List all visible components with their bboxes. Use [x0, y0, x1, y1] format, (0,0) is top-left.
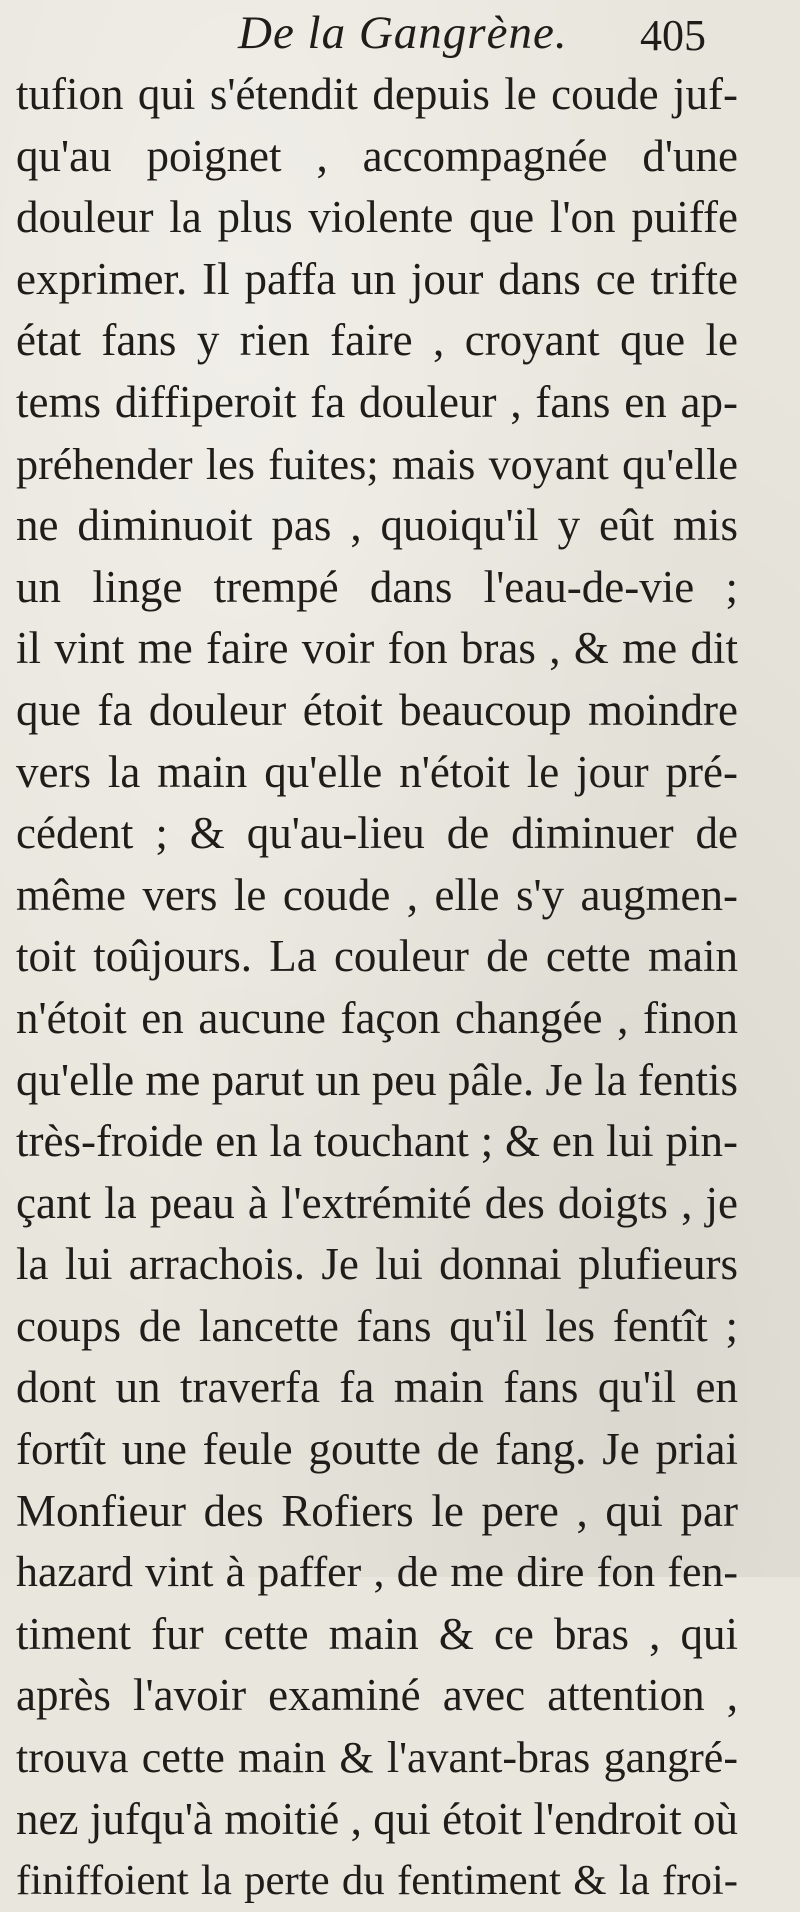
text-line: que fa douleur étoit beaucoup moindre [16, 684, 738, 735]
text-line: très-froide en la touchant ; & en lui pin- [16, 1116, 738, 1167]
text-line: vers la main qu'elle n'étoit le jour pré- [16, 746, 738, 797]
text-line: n'étoit en aucune façon changée , finon [16, 992, 738, 1043]
text-line: tems diffiperoit fa douleur , fans en ap- [16, 376, 738, 427]
text-line: après l'avoir examiné avec attention , [16, 1670, 738, 1721]
text-line: nez jufqu'à moitié , qui étoit l'endroit où [16, 1793, 738, 1844]
text-line: qu'elle me parut un peu pâle. Je la fentis [16, 1054, 738, 1105]
text-line: douleur la plus violente que l'on puiffe [16, 192, 738, 243]
text-line: fortît une feule goutte de fang. Je priai [16, 1424, 738, 1475]
text-line: qu'au poignet , accompagnée d'une [16, 130, 738, 181]
text-line: finiffoient la perte du fentiment & la froi- [16, 1857, 738, 1905]
text-line: ne diminuoit pas , quoiqu'il y eût mis [16, 500, 738, 551]
text-line: préhender les fuites; mais voyant qu'elle [16, 439, 738, 489]
text-line: timent fur cette main & ce bras , qui [16, 1608, 738, 1659]
text-line: toit toûjours. La couleur de cette main [16, 931, 738, 982]
running-title: De la Gangrène. [238, 7, 568, 59]
text-line: coups de lancette fans qu'il les fentît ; [16, 1300, 738, 1351]
text-line: hazard vint à paffer , de me dire fon fen- [16, 1548, 738, 1597]
text-line: tufion qui s'étendit depuis le coude juf- [16, 69, 738, 119]
text-line: un linge trempé dans l'eau-de-vie ; [16, 561, 738, 612]
text-line: état fans y rien faire , croyant que le [16, 315, 738, 366]
text-line: la lui arrachois. Je lui donnai plufieurs [16, 1239, 738, 1290]
text-line: trouva cette main & l'avant-bras gangré- [16, 1733, 738, 1783]
text-line: cédent ; & qu'au-lieu de diminuer de [16, 808, 738, 859]
text-line: Monfieur des Rofiers le pere , qui par [16, 1485, 738, 1536]
text-line: il vint me faire voir fon bras , & me dit [16, 623, 738, 674]
text-line: exprimer. Il paffa un jour dans ce trifte [16, 253, 738, 304]
text-line: çant la peau à l'extrémité des doigts , je [16, 1177, 738, 1228]
running-head [0, 6, 800, 66]
text-line: même vers le coude , elle s'y augmen- [16, 869, 738, 920]
text-line: dont un traverfa fa main fans qu'il en [16, 1362, 738, 1413]
body-text [16, 64, 738, 1912]
page-number: 405 [640, 11, 706, 60]
